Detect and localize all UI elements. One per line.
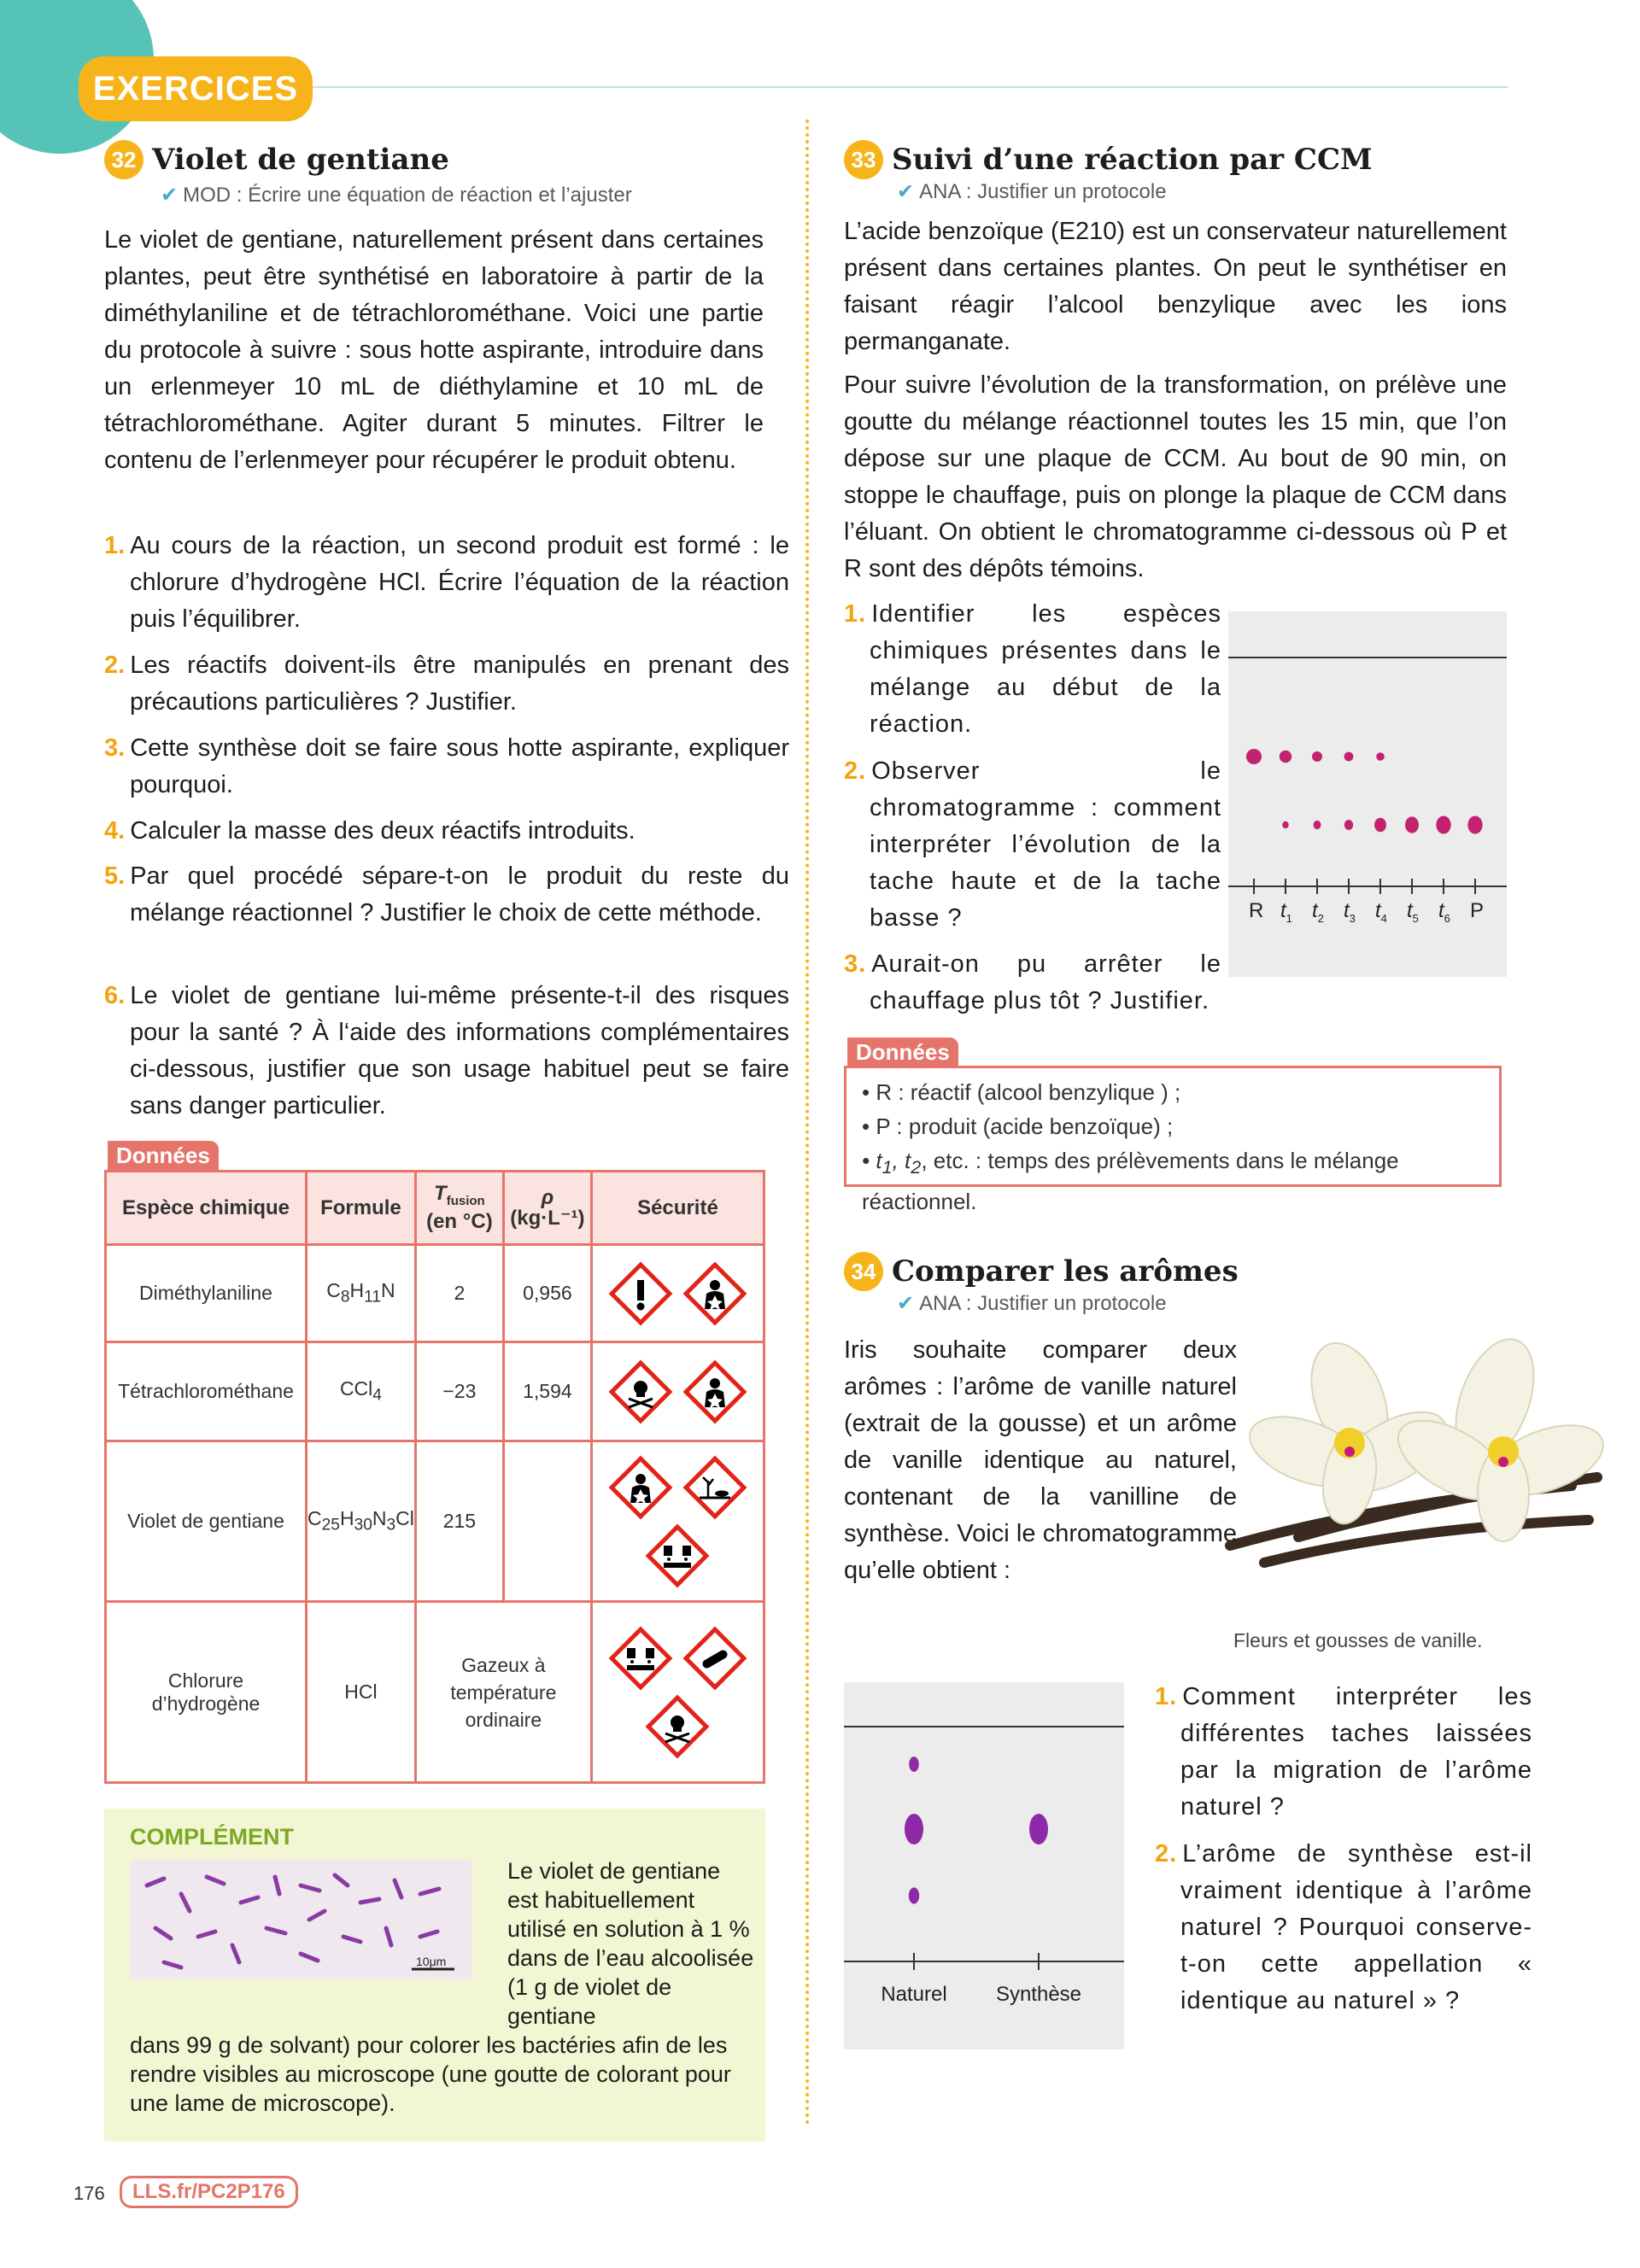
vanilla-caption: Fleurs et gousses de vanille. [1233, 1629, 1483, 1651]
vanilla-flowers-image [1213, 1324, 1614, 1580]
tlc-spot [909, 1757, 919, 1772]
ex32-intro: Le violet de gentiane, naturellement présent dans certaines plantes, peut être synthétisé en laboratoire à partir de la diméthylaniline et de tétrachlorométhane. Voici une partie du protocole à suivre : sous hotte aspirante, introduire dans un erlenmeyer 10 mL de diéthylamine et 10 mL de tétrachlorométhane. Agiter durant 5 minutes. Filtrer le contenu de l’erlenmeyer pour récupérer le produit obtenu. [104, 226, 764, 474]
t-sep: , t [892, 1148, 911, 1173]
exclamation-hazard-icon [608, 1261, 673, 1326]
cell-rho: 1,594 [503, 1342, 591, 1441]
question-text: Observer le chromatogramme : comment interpréter l’évolution de la tache haute et de la tache basse ? [870, 757, 1221, 932]
header-rule [313, 86, 1508, 88]
skull-hazard-icon [608, 1359, 673, 1424]
column-separator [805, 120, 809, 2126]
question-text: Le violet de gentiane lui-même présente-t-il des risques pour la santé ? À l‘aide des informations complémentaires ci-dessous, justifier que son usage habituel peut se faire sans danger particulier. [130, 982, 789, 1119]
ex33-number: 33 [844, 140, 883, 179]
check-icon: ✔ [897, 1292, 915, 1315]
ex33-intro-2: Pour suivre l’évolution de la transformation, on prélève une goutte du mélange réactionnel toutes les 15 min, que l’on dépose sur une plaque de CCM. Au bout de 90 min, on stoppe le chauffage, puis on plonge la plaque de CCM dans l’éluant. On obtient le chromatogramme ci-dessous où P et R sont des dépôts témoins. [844, 371, 1507, 582]
f: 8 [340, 1288, 350, 1306]
tlc-spot [905, 1814, 923, 1844]
ex33-intro-1: L’acide benzoïque (E210) est un conservateur naturellement présent dans certaines plantes. On peut le synthétiser en faisant réagir l’alcool benzylique avec les ions permanganate. [844, 218, 1507, 355]
ex32-title: Violet de gentiane [152, 143, 449, 177]
cell-etat: Gazeux à température ordinaire [415, 1602, 591, 1783]
table-row [106, 1342, 764, 1441]
tlc-spot-low [1467, 815, 1482, 833]
tlc-spot-low [1282, 821, 1289, 829]
cell-securite [591, 1441, 764, 1602]
ex32-skill [161, 183, 632, 208]
table-row [106, 1602, 764, 1783]
cell-tfusion: −23 [415, 1342, 503, 1441]
ex32-data-table [104, 1170, 765, 1784]
ex33-donnees-label: Données [847, 1038, 958, 1067]
lane-label: R [1249, 899, 1264, 922]
tlc-spot-low [1344, 820, 1353, 830]
lane-label: P [1470, 899, 1485, 922]
question-number: 2. [104, 652, 126, 679]
f: N [372, 1507, 387, 1530]
tfusion-symbol: T [434, 1182, 447, 1206]
complement-box [104, 1809, 765, 2142]
question-number: 1. [1155, 1683, 1178, 1710]
cell-espece: Chlorure d’hydrogène [106, 1602, 307, 1783]
cell-securite [591, 1342, 764, 1441]
f: 30 [354, 1516, 372, 1534]
tlc-spot-high [1312, 751, 1322, 762]
f: Cl [395, 1507, 414, 1530]
question-text: Les réactifs doivent-ils être manipulés en prenant des précautions particulières ? Justifier. [130, 652, 789, 716]
cell-securite [591, 1245, 764, 1342]
table-row [106, 1245, 764, 1342]
ex32-skill-label: MOD : Écrire une équation de réaction et l’ajuster [183, 184, 632, 207]
donnees-item: • R : réactif (alcool benzylique ) ; [862, 1079, 1181, 1105]
ex34-skill [897, 1291, 1167, 1316]
tlc-spot-high [1246, 749, 1262, 764]
f: CCl [339, 1377, 373, 1400]
question-number: 4. [104, 817, 126, 845]
lane-label: $t_5$ [1407, 899, 1419, 925]
question-text: Identifier les espèces chimiques présentes dans le mélange au début de la réaction. [870, 600, 1221, 738]
question-text: Aurait-on pu arrêter le chauffage plus tôt ? Justifier. [870, 950, 1221, 1014]
ex34-question-1 [1155, 1679, 1532, 1826]
ex33-heading [844, 140, 1373, 179]
corrosive-hazard-icon [608, 1626, 673, 1691]
ex32-question-4 [104, 813, 789, 850]
ex32-question-1 [104, 528, 789, 638]
ex32-question-5 [104, 858, 789, 932]
ex32-donnees-label: Données [108, 1141, 219, 1171]
question-text: Cette synthèse doit se faire sous hotte aspirante, expliquer pourquoi. [130, 734, 789, 798]
lane-label: $t_1$ [1280, 899, 1292, 925]
cell-securite [591, 1602, 764, 1783]
t-sub: 2 [911, 1156, 922, 1178]
cell-rho: 0,956 [503, 1245, 591, 1342]
ex33-donnees-box [844, 1066, 1502, 1215]
health-hazard-icon [682, 1261, 747, 1326]
question-text: Calculer la masse des deux réactifs introduits. [130, 817, 636, 845]
tlc-spot-high [1344, 752, 1354, 762]
tlc-spot-low [1314, 821, 1321, 829]
skull-hazard-icon [645, 1694, 710, 1759]
ex32-question-2 [104, 647, 789, 721]
ex33-question-2 [844, 753, 1221, 937]
lane-label: Naturel [881, 1983, 947, 2006]
section-tab [79, 56, 313, 121]
ex32-question-3 [104, 730, 789, 804]
ex34-skill-label: ANA : Justifier un protocole [919, 1292, 1167, 1315]
lane-label: $t_4$ [1375, 899, 1387, 925]
question-text: Par quel procédé sépare-t-on le produit du reste du mélange réactionnel ? Justifier le choix de cette méthode. [130, 862, 789, 926]
question-number: 3. [844, 950, 867, 978]
cell-espece: Violet de gentiane [106, 1441, 307, 1602]
cell-tfusion: 215 [415, 1441, 503, 1602]
tlc-spot-high [1280, 751, 1292, 763]
bacteria-micrograph [130, 1860, 472, 1979]
ex32-number: 32 [104, 140, 144, 179]
ex33-skill-label: ANA : Justifier un protocole [919, 180, 1167, 203]
ex32-question-6 [104, 978, 789, 1125]
lane-label: $t_3$ [1344, 899, 1356, 925]
question-number: 3. [104, 734, 126, 762]
t-prefix: • t [862, 1148, 882, 1173]
donnees-item [862, 1143, 1499, 1219]
environment-hazard-icon [682, 1455, 747, 1520]
f: C [326, 1279, 341, 1302]
th-rho [503, 1172, 591, 1245]
page-number: 176 [73, 2183, 105, 2204]
f: N [381, 1279, 395, 1302]
scale-bar-label: 10μm [416, 1955, 447, 1968]
gas-cylinder-icon [682, 1626, 747, 1691]
ex34-title: Comparer les arômes [892, 1254, 1239, 1289]
cell-formule [307, 1342, 416, 1441]
ex34-intro: Iris souhaite comparer deux arômes : l’arôme de vanille naturel (extrait de la gousse) et un arôme de vanille identique au naturel, contenant de la vanilline de synthèse. Voici le chromatogramme qu’elle obtient : [844, 1336, 1237, 1584]
th-tfusion [415, 1172, 503, 1245]
complement-title: COMPLÉMENT [130, 1824, 294, 1850]
tfusion-unit: (en °C) [426, 1209, 493, 1233]
rho-unit: (kg·L⁻¹) [510, 1206, 585, 1230]
question-text: Comment interpréter les différentes taches laissées par la migration de l’arôme naturel ? [1180, 1683, 1532, 1821]
f: 4 [372, 1386, 382, 1405]
cell-tfusion: 2 [415, 1245, 503, 1342]
question-text: L’arôme de synthèse est-il vraiment identique à l’arôme naturel ? Pourquoi conserve-t-on cette appellation « identique au naturel » ? [1180, 1840, 1532, 2014]
t-comma: , [921, 1148, 928, 1173]
ex34-heading [844, 1252, 1239, 1291]
f: C [308, 1507, 322, 1530]
ex34-number: 34 [844, 1252, 883, 1291]
lane-label: $t_6$ [1438, 899, 1450, 925]
check-icon: ✔ [897, 180, 915, 203]
lane-label: Synthèse [995, 1983, 1082, 2006]
ex33-skill [897, 179, 1167, 204]
table-row [106, 1441, 764, 1602]
lane-label: $t_2$ [1312, 899, 1324, 925]
tfusion-sub: fusion [446, 1193, 485, 1208]
th-formule: Formule [307, 1172, 416, 1245]
f: 25 [321, 1516, 340, 1534]
resource-link[interactable]: LLS.fr/PC2P176 [120, 2176, 298, 2208]
ex34-chromatogram [844, 1682, 1124, 2049]
question-number: 2. [1155, 1840, 1178, 1868]
complement-text-side: Le violet de gentiane est habituellement utilisé en solution à 1 % dans de l’eau alcoolisée (1 g de violet de gentiane [507, 1858, 754, 2029]
th-securite: Sécurité [591, 1172, 764, 1245]
tlc-spot [909, 1887, 919, 1903]
ex33-title: Suivi d’une réaction par CCM [892, 143, 1373, 177]
ex32-heading [104, 140, 449, 179]
corrosive-hazard-icon [645, 1523, 710, 1588]
ex33-question-1 [844, 596, 1221, 743]
cell-espece: Tétrachlorométhane [106, 1342, 307, 1441]
cell-rho [503, 1441, 591, 1602]
check-icon: ✔ [161, 184, 179, 207]
question-number: 6. [104, 982, 126, 1009]
health-hazard-icon [682, 1359, 747, 1424]
cell-formule [307, 1245, 416, 1342]
section-tab-label: EXERCICES [92, 69, 299, 108]
t-sub: 1 [882, 1156, 893, 1178]
tlc-spot-low [1436, 815, 1450, 833]
question-number: 1. [104, 532, 126, 559]
cell-formule [307, 1441, 416, 1602]
question-number: 1. [844, 600, 867, 628]
donnees-text: etc. : temps des prélèvements dans le mélange réactionnel. [862, 1148, 1399, 1215]
complement-text-bottom: dans 99 g de solvant) pour colorer les bactéries afin de les rendre visibles au microscope (une goutte de colorant pour une lame de microscope). [130, 2032, 731, 2116]
tlc-spot-low [1405, 816, 1419, 833]
f: 11 [364, 1288, 382, 1306]
health-hazard-icon [608, 1455, 673, 1520]
tlc-spot [1029, 1814, 1048, 1844]
cell-espece: Diméthylaniline [106, 1245, 307, 1342]
f: H [349, 1279, 365, 1302]
donnees-item: • P : produit (acide benzoïque) ; [862, 1114, 1174, 1139]
question-number: 5. [104, 862, 126, 890]
f: H [339, 1507, 354, 1530]
ex33-question-3 [844, 946, 1221, 1020]
tlc-spot-low [1374, 818, 1386, 833]
th-espece: Espèce chimique [106, 1172, 307, 1245]
ex33-chromatogram [1228, 611, 1507, 977]
tlc-spot-high [1376, 752, 1385, 761]
rho-symbol: ρ [541, 1185, 554, 1209]
ex34-question-2 [1155, 1836, 1532, 2020]
question-number: 2. [844, 757, 867, 785]
question-text: Au cours de la réaction, un second produit est formé : le chlorure d’hydrogène HCl. Écrire l’équation de la réaction puis l’équilibrer. [130, 532, 789, 633]
cell-formule: HCl [307, 1602, 416, 1783]
f: 3 [386, 1516, 396, 1534]
